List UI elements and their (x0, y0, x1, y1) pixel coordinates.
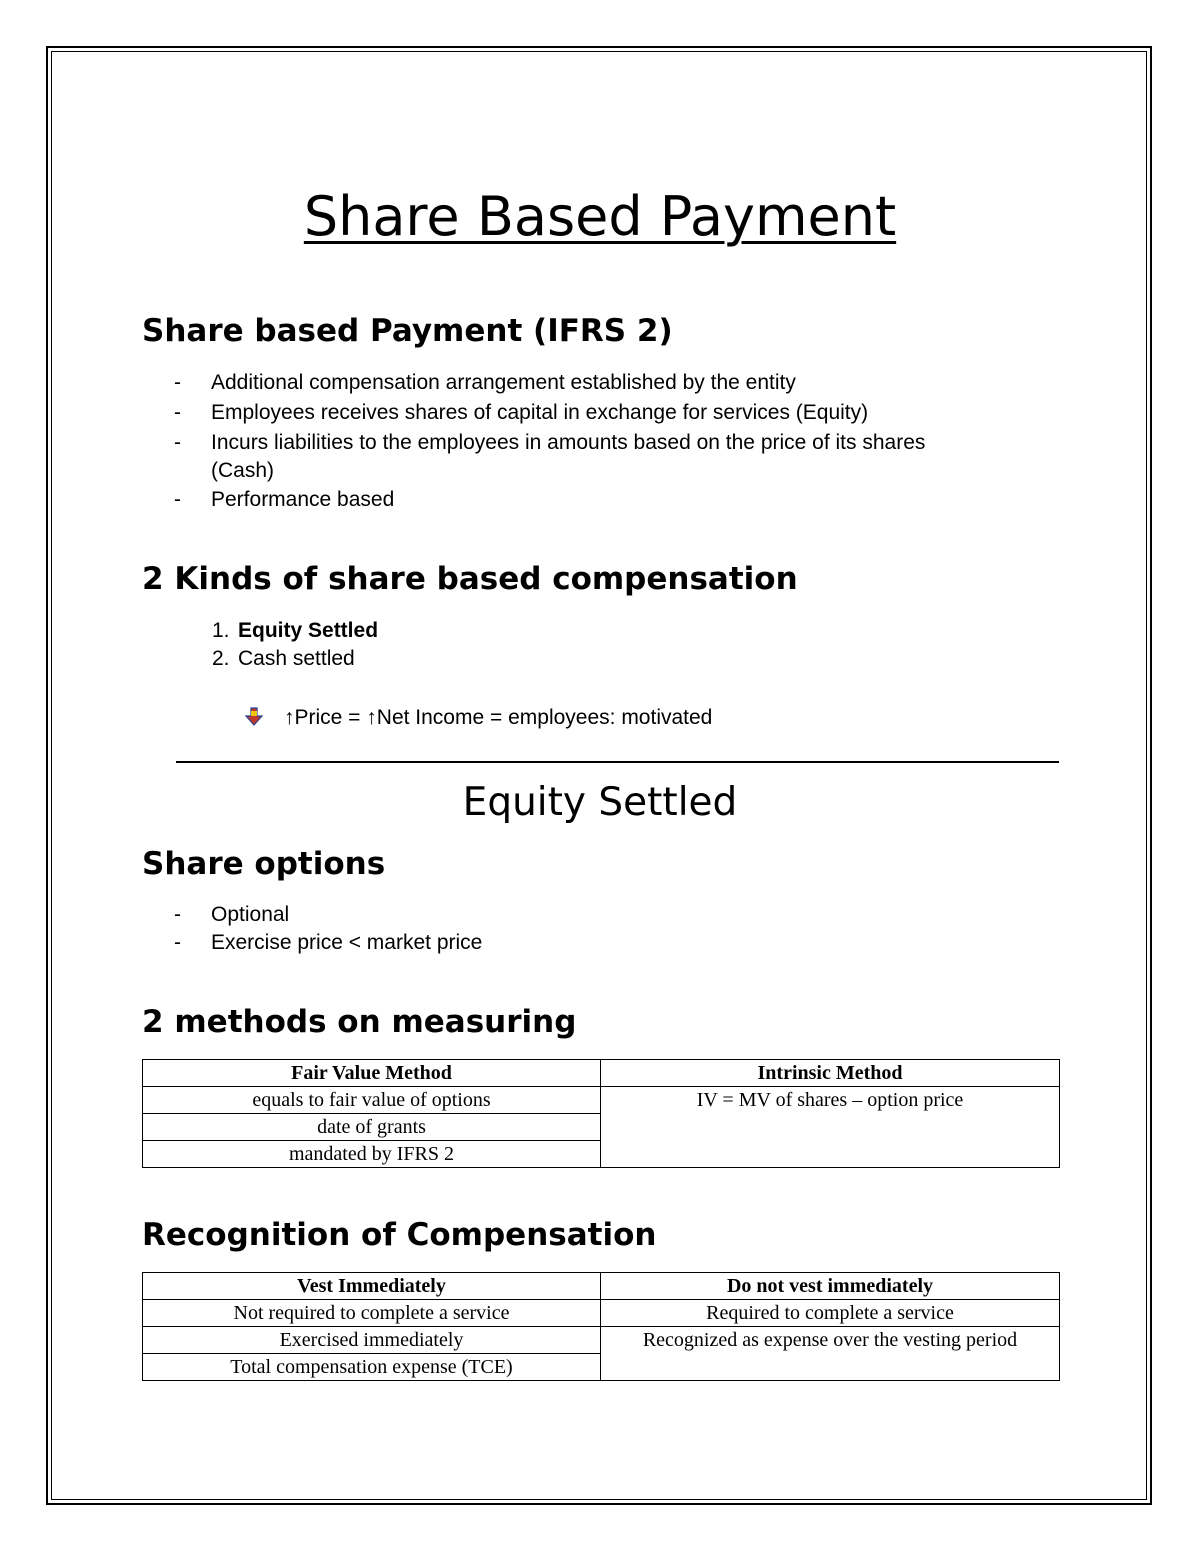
list-item: Performance based (211, 488, 395, 511)
section-heading-kinds: 2 Kinds of share based compensation (142, 561, 798, 597)
table-header-cell: Fair Value Method (143, 1060, 601, 1087)
table-cell: date of grants (143, 1114, 601, 1141)
table-row (143, 1087, 1060, 1114)
table-cell: Recognized as expense over the vesting period (601, 1327, 1060, 1381)
list-item: Optional (211, 903, 290, 926)
section-heading-methods: 2 methods on measuring (142, 1004, 577, 1040)
table-cell: Total compensation expense (TCE) (143, 1354, 601, 1381)
section-heading-share-options: Share options (142, 846, 386, 882)
recognition-table (142, 1272, 1060, 1381)
bullet-dash: - (174, 931, 181, 954)
table-cell: IV = MV of shares – option price (601, 1087, 1060, 1168)
table-row (143, 1060, 1060, 1087)
down-arrow-bullet-icon (245, 707, 263, 727)
table-row (143, 1300, 1060, 1327)
list-item-continuation: (Cash) (211, 459, 275, 482)
list-item: Cash settled (238, 647, 355, 670)
table-header-cell: Do not vest immediately (601, 1273, 1060, 1300)
motivation-note: ↑Price = ↑Net Income = employees: motivated (284, 706, 713, 729)
list-number: 1. (212, 619, 230, 642)
table-cell: Required to complete a service (601, 1300, 1060, 1327)
table-row (143, 1273, 1060, 1300)
table-cell: Not required to complete a service (143, 1300, 601, 1327)
table-row (143, 1327, 1060, 1354)
list-item: Exercise price < market price (211, 931, 483, 954)
list-item: Incurs liabilities to the employees in amounts based on the price of its shares (211, 431, 926, 454)
measuring-methods-table (142, 1059, 1060, 1168)
page-title: Share Based Payment (303, 185, 897, 248)
table-cell: equals to fair value of options (143, 1087, 601, 1114)
bullet-dash: - (174, 488, 181, 511)
section-heading-recognition: Recognition of Compensation (142, 1217, 657, 1253)
table-cell: Exercised immediately (143, 1327, 601, 1354)
bullet-dash: - (174, 401, 181, 424)
bullet-dash: - (174, 903, 181, 926)
list-item: Equity Settled (238, 619, 379, 642)
bullet-dash: - (174, 371, 181, 394)
table-header-cell: Vest Immediately (143, 1273, 601, 1300)
bullet-dash: - (174, 431, 181, 454)
list-number: 2. (212, 647, 230, 670)
table-header-cell: Intrinsic Method (601, 1060, 1060, 1087)
horizontal-divider (176, 761, 1059, 763)
section-heading-ifrs2: Share based Payment (IFRS 2) (142, 313, 673, 349)
list-item: Additional compensation arrangement established by the entity (211, 371, 796, 394)
equity-settled-title: Equity Settled (462, 780, 738, 825)
table-cell: mandated by IFRS 2 (143, 1141, 601, 1168)
list-item: Employees receives shares of capital in exchange for services (Equity) (211, 401, 869, 424)
